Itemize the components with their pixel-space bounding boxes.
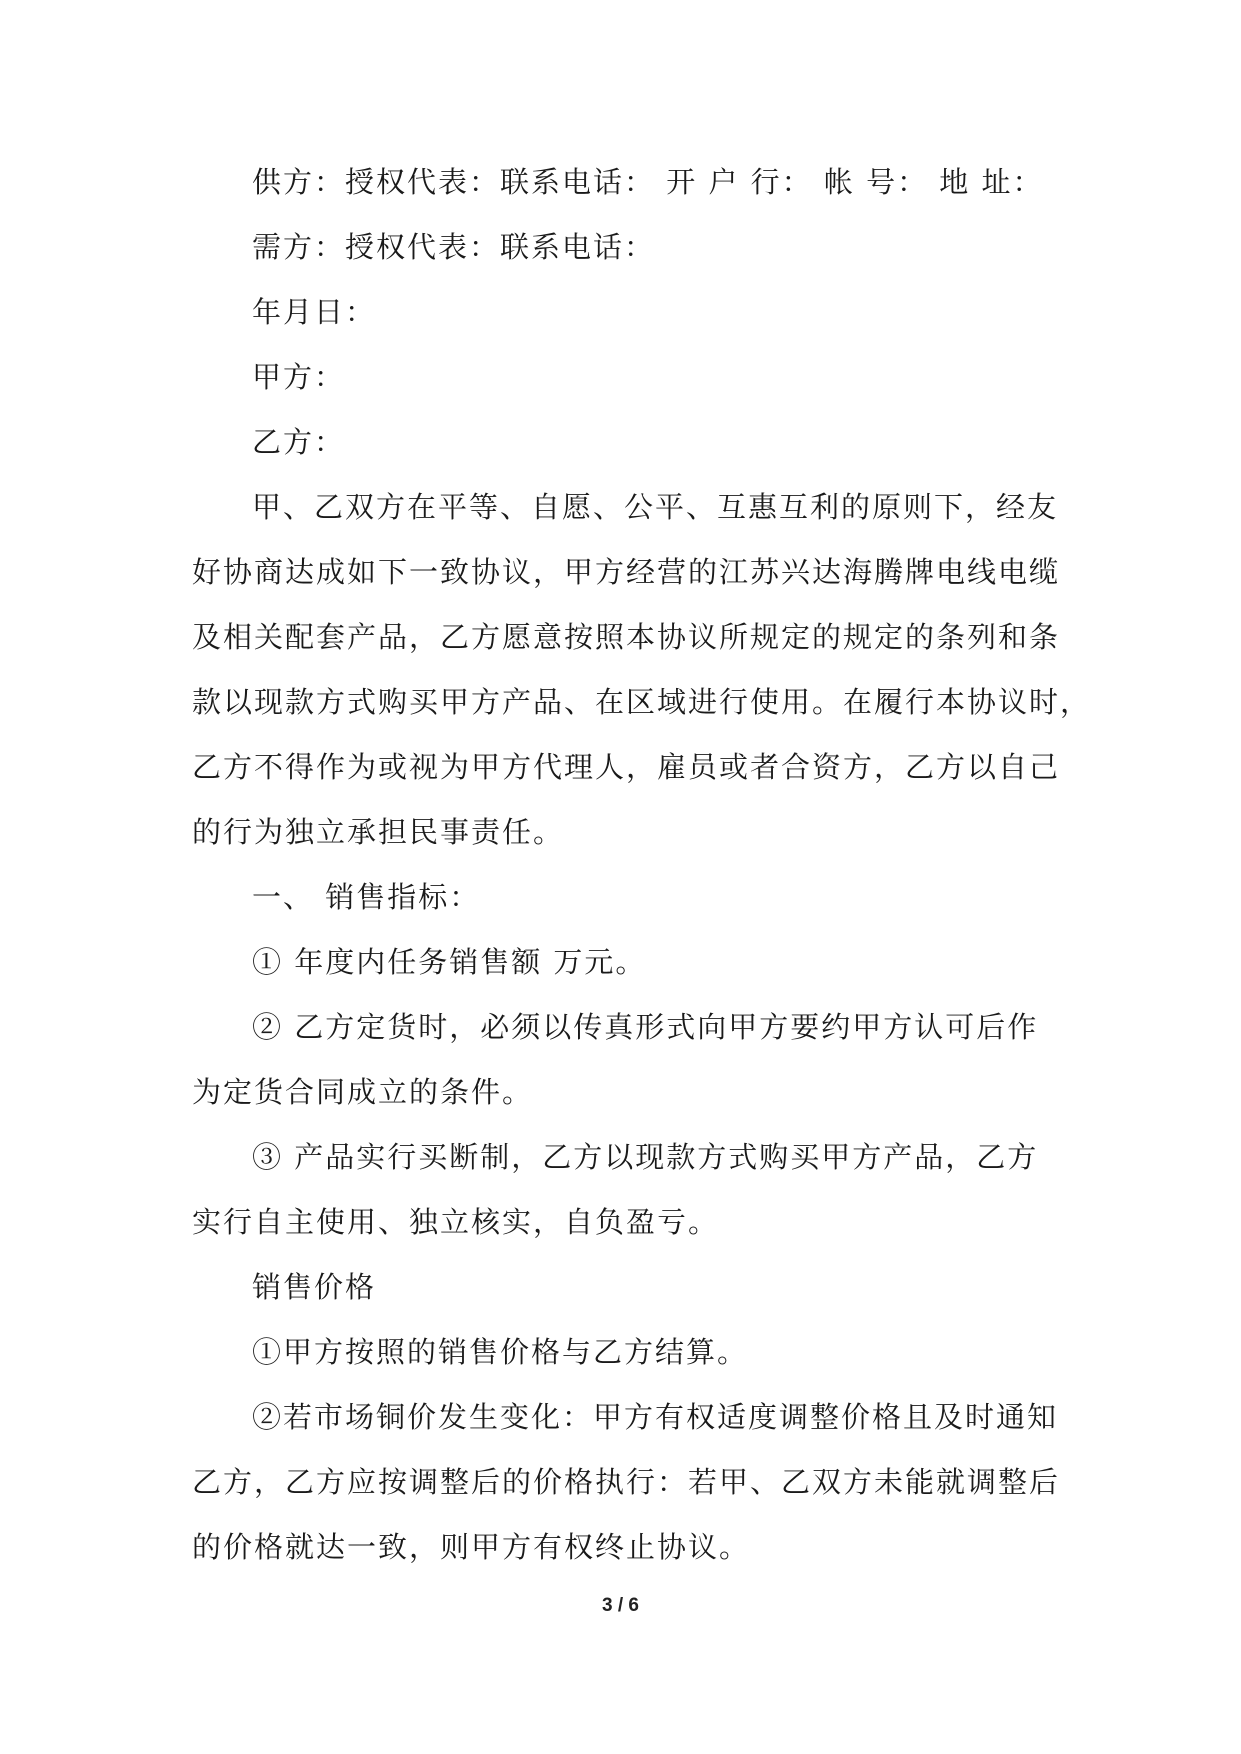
paragraph-line: 甲、乙双方在平等、自愿、公平、互惠互利的原则下，经友 [252, 490, 1059, 524]
list-item-continuation: 为定货合同成立的条件。 [192, 1075, 534, 1109]
paragraph-line: 乙方不得作为或视为甲方代理人，雇员或者合资方，乙方以自己 [192, 750, 1061, 784]
section-heading: 销售价格 [252, 1270, 377, 1304]
list-item-continuation: 实行自主使用、独立核实，自负盈亏。 [192, 1205, 720, 1239]
buyer-line: 需方：授权代表：联系电话： [252, 230, 656, 264]
supplier-line: 供方：授权代表：联系电话： 开 户 行： 帐 号： 地 址： [252, 165, 1044, 199]
list-item: ②若市场铜价发生变化：甲方有权适度调整价格且及时通知 [252, 1400, 1059, 1434]
page-number: 3 / 6 [602, 1595, 639, 1616]
list-item: ② 乙方定货时，必须以传真形式向甲方要约甲方认可后作 [252, 1010, 1039, 1044]
list-item: ①甲方按照的销售价格与乙方结算。 [252, 1335, 749, 1369]
paragraph-line: 好协商达成如下一致协议，甲方经营的江苏兴达海腾牌电线电缆 [192, 555, 1061, 589]
section-heading: 一、 销售指标： [252, 880, 481, 914]
date-line: 年月日： [252, 295, 377, 329]
document-body [192, 150, 1092, 1580]
party-a-line: 甲方： [252, 360, 346, 394]
paragraph-line: 及相关配套产品，乙方愿意按照本协议所规定的规定的条列和条 [192, 620, 1061, 654]
paragraph-line: 款以现款方式购买甲方产品、在区域进行使用。在履行本协议时， [192, 685, 1092, 719]
paragraph-line: 的行为独立承担民事责任。 [192, 815, 565, 849]
party-b-line: 乙方： [252, 425, 346, 459]
list-item-continuation: 乙方，乙方应按调整后的价格执行：若甲、乙双方未能就调整后 [192, 1465, 1061, 1499]
list-item: ③ 产品实行买断制，乙方以现款方式购买甲方产品，乙方 [252, 1140, 1039, 1174]
list-item: ① 年度内任务销售额 万元。 [252, 945, 647, 979]
list-item-continuation: 的价格就达一致，则甲方有权终止协议。 [192, 1530, 751, 1564]
